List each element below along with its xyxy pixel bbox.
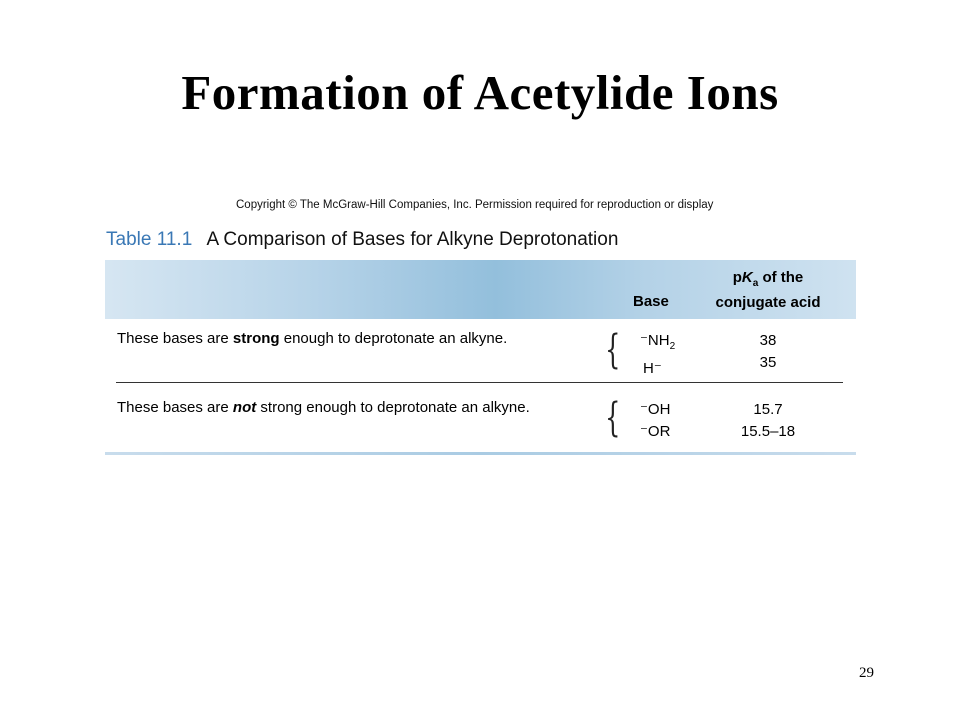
column-header-pka: $pK_a$ of the conjugate acid xyxy=(715,269,821,311)
column-header-base: Base xyxy=(633,293,669,310)
page-number: 29 xyxy=(859,665,874,681)
pka-cell: 15.7 15.5–18 xyxy=(740,401,796,440)
base-cell: $^-NH_2$ H⁻ xyxy=(640,332,676,377)
table-title: A Comparison of Bases for Alkyne Deprotonation xyxy=(206,229,619,250)
brace-icon: { xyxy=(605,395,621,441)
base-cell: ⁻OH ⁻OR xyxy=(640,401,671,440)
table-caption xyxy=(106,229,618,251)
row-description-not-strong: These bases are not strong enough to deprotonate an alkyne. xyxy=(117,399,530,416)
slide-title: Formation of Acetylide Ions xyxy=(181,65,779,120)
row-description-strong: These bases are strong enough to deprotonate an alkyne. xyxy=(117,330,508,347)
pka-cell: 38 35 xyxy=(759,332,777,371)
brace-icon: { xyxy=(605,327,621,373)
table-number: Table 11.1 xyxy=(106,229,193,250)
table-bottom-rule xyxy=(105,452,856,455)
copyright-notice: Copyright © The McGraw-Hill Companies, Inc. Permission required for reproduction or display xyxy=(236,199,714,211)
row-divider xyxy=(116,382,843,383)
